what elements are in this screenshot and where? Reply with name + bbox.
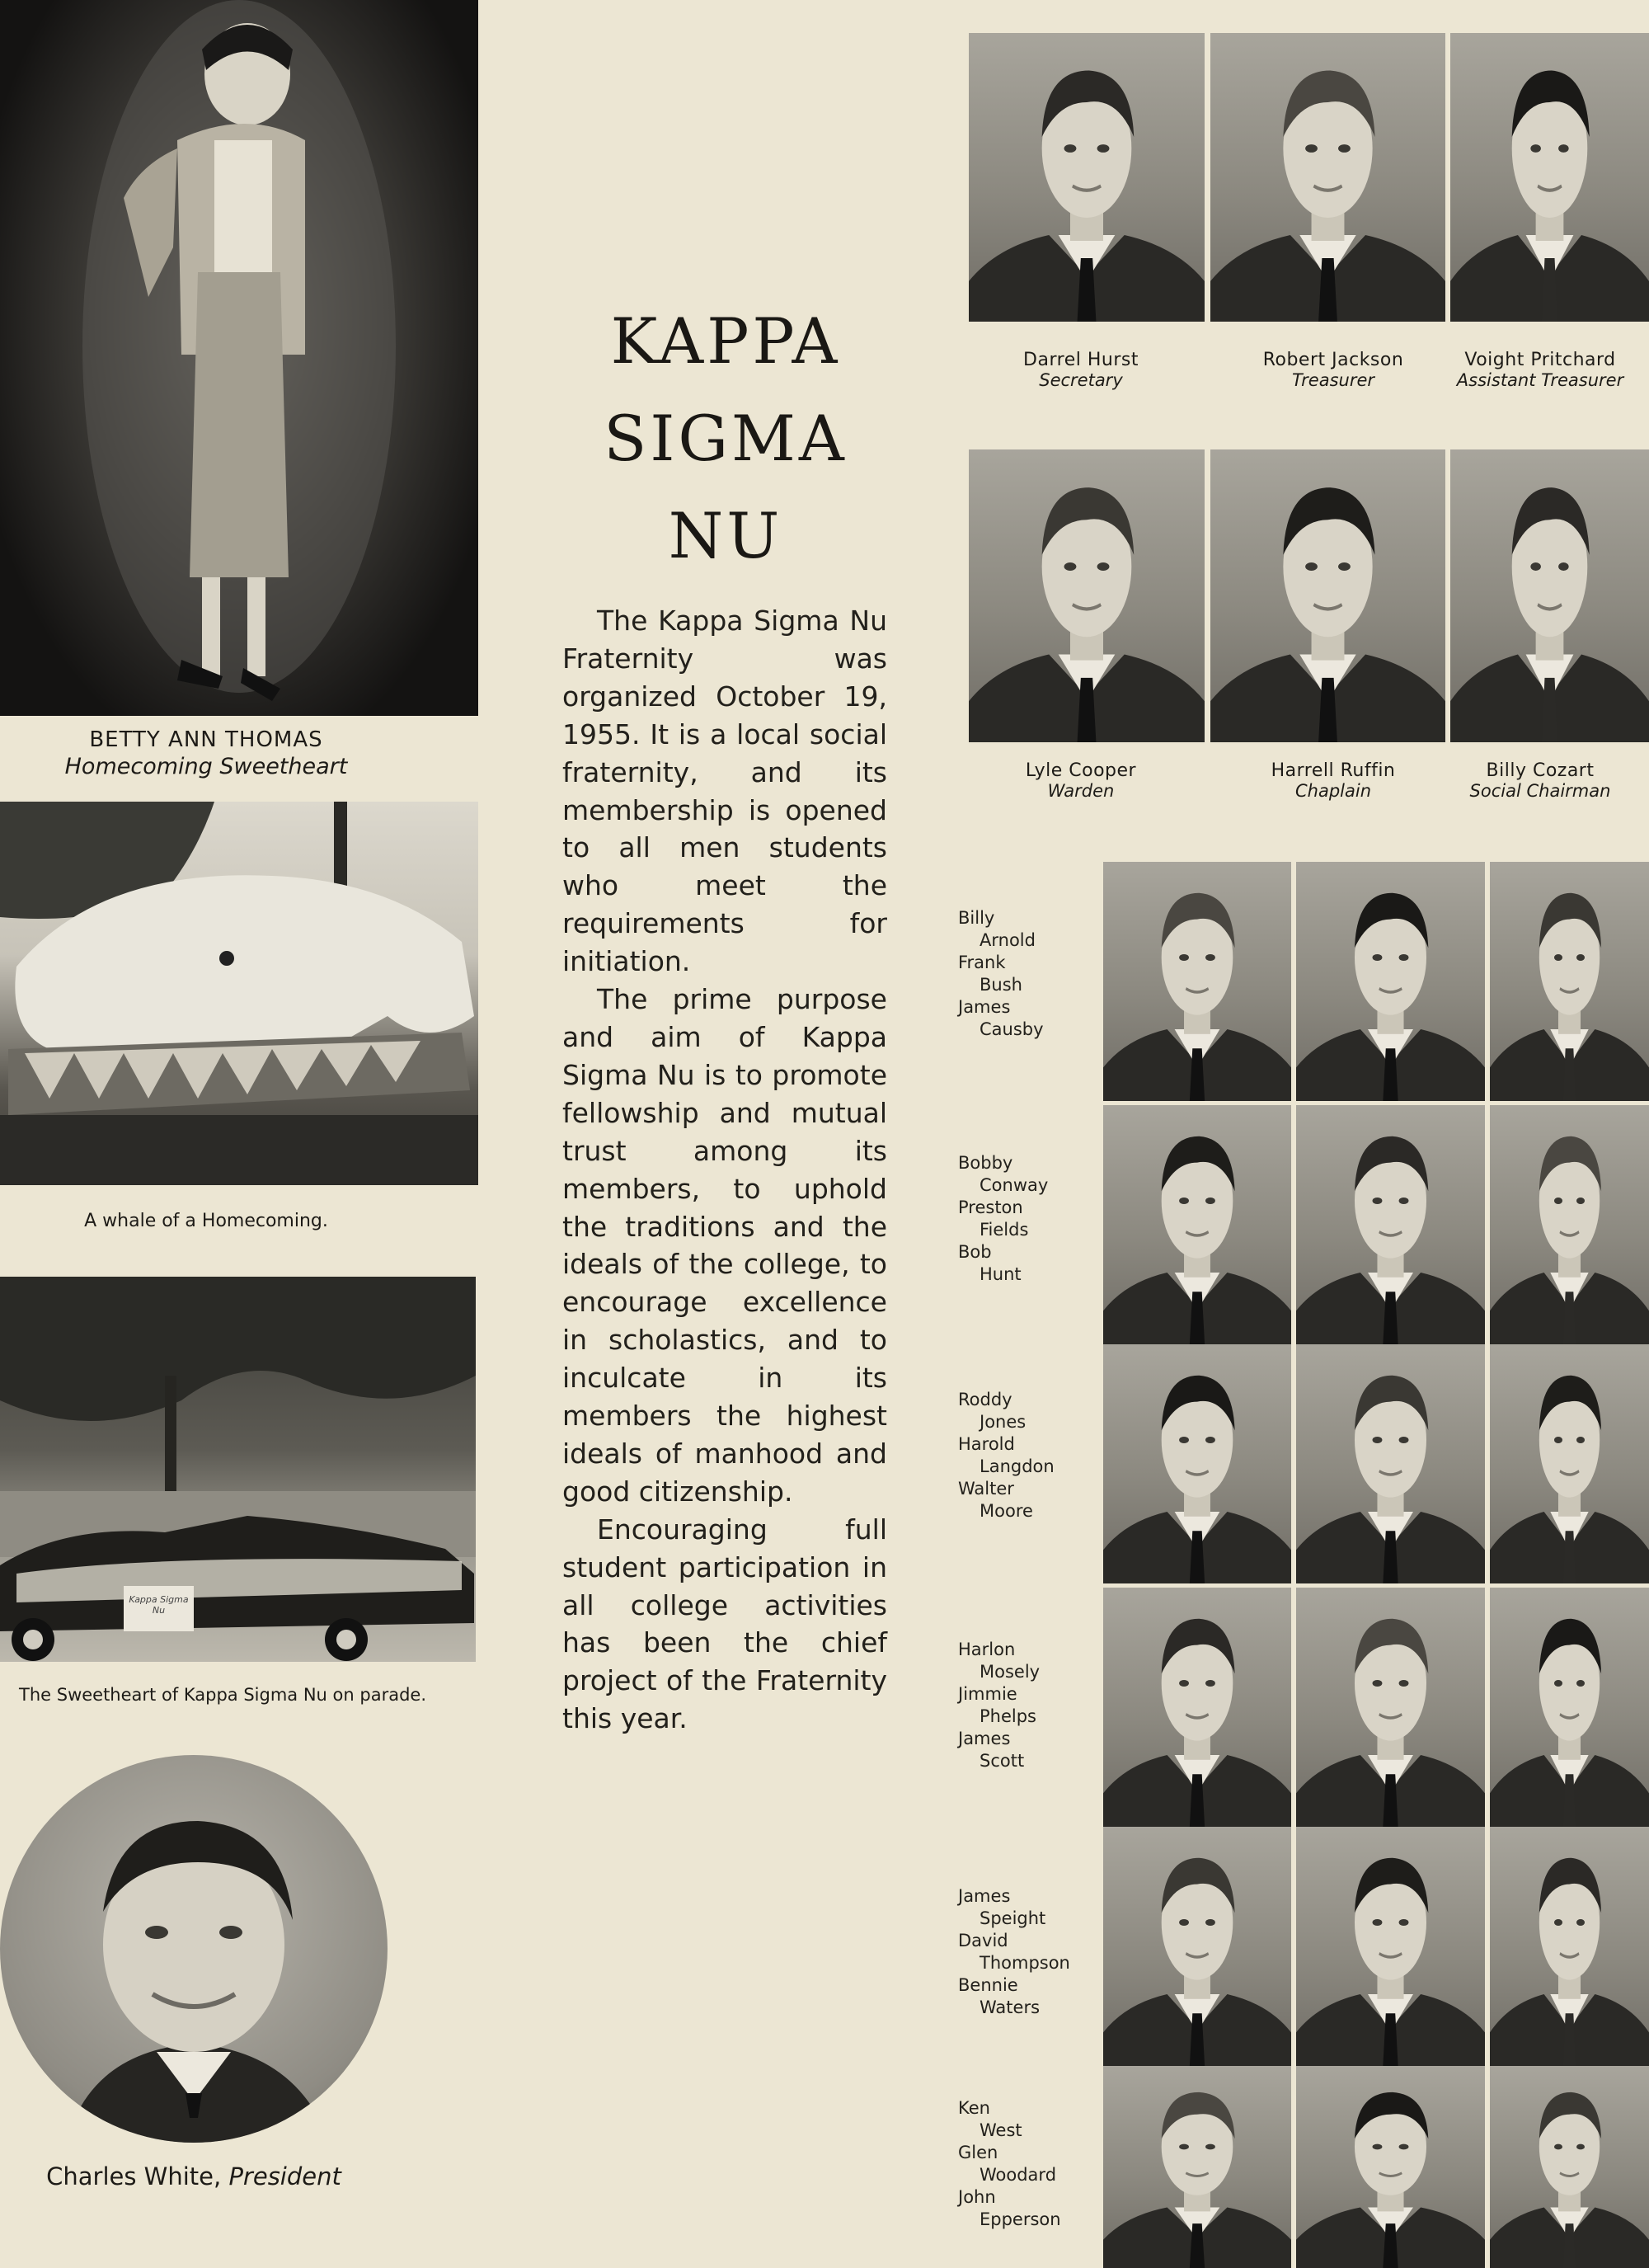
member-photo <box>1490 1827 1649 2066</box>
member-first-name: James <box>958 997 1011 1017</box>
officer-photo <box>1210 33 1445 322</box>
member-photo <box>1103 1588 1291 1827</box>
member-last-name: Epperson <box>980 2209 1061 2229</box>
member-names-list <box>958 1885 1070 2019</box>
officer-photo <box>1450 449 1649 742</box>
member-first-name: Ken <box>958 2098 990 2118</box>
member-first-name: Roddy <box>958 1390 1012 1409</box>
officer-caption <box>1218 350 1449 390</box>
member-first-name: Walter <box>958 1479 1014 1499</box>
member-photo <box>1490 1344 1649 1583</box>
member-photo <box>1490 2066 1649 2268</box>
member-last-name: Bush <box>980 975 1022 995</box>
sweetheart-photo <box>0 0 478 716</box>
member-photo <box>1296 1588 1485 1827</box>
member-first-name: James <box>958 1729 1011 1748</box>
member-last-name: Mosely <box>980 1662 1041 1682</box>
member-last-name: Arnold <box>980 930 1036 950</box>
title-line-3: NU <box>668 499 783 572</box>
president-caption <box>0 2162 388 2190</box>
member-last-name: Waters <box>980 1997 1041 2017</box>
sweetheart-title: Homecoming Sweetheart <box>64 754 348 779</box>
member-photo <box>1296 862 1485 1101</box>
float-caption: A whale of a Homecoming. <box>84 1211 328 1231</box>
officer-caption <box>1218 760 1449 801</box>
member-photo <box>1490 1588 1649 1827</box>
member-photo <box>1490 1105 1649 1344</box>
member-photo <box>1103 1105 1291 1344</box>
member-first-name: James <box>958 1886 1011 1906</box>
officer-name: Lyle Cooper <box>1025 760 1137 781</box>
officer-title: Chaplain <box>1294 781 1372 801</box>
member-first-name: Billy <box>958 908 995 928</box>
member-first-name: Glen <box>958 2143 998 2162</box>
member-photo <box>1103 862 1291 1101</box>
member-first-name: John <box>958 2187 996 2207</box>
member-photo <box>1296 1827 1485 2066</box>
paragraph-activities: Encouraging full student participation in all college activities has been the chief project of the Fraternity this year. <box>562 1513 887 1735</box>
fraternity-description <box>562 602 887 1738</box>
member-last-name: Speight <box>980 1908 1046 1928</box>
title-line-2: SIGMA <box>604 402 848 475</box>
president-title: President <box>228 2162 341 2190</box>
member-photo <box>1490 862 1649 1101</box>
member-last-name: Scott <box>980 1751 1025 1771</box>
paragraph-purpose: The prime purpose and aim of Kappa Sigma Nu is to promote fellowship and mutual trust among its members, to uphold the traditions and the ideals of the college, to encourage excellence in scholastics, and to inculcate in its members the highest ideals of manhood and good citizenship. <box>562 983 887 1508</box>
officer-name: Harrell Ruffin <box>1271 760 1396 781</box>
member-last-name: Langdon <box>980 1456 1055 1476</box>
member-photo <box>1103 1827 1291 2066</box>
member-last-name: Hunt <box>980 1264 1022 1284</box>
officer-caption <box>1425 350 1649 390</box>
paragraph-history: The Kappa Sigma Nu Fraternity was organized October 19, 1955. It is a local social fraternity, and its membership is opened to all men students who meet the requirements for initiation. <box>562 605 887 978</box>
member-first-name: Harlon <box>958 1640 1016 1659</box>
officer-caption <box>1425 760 1649 801</box>
officer-photo <box>969 33 1205 322</box>
officer-photo <box>1450 33 1649 322</box>
member-last-name: Moore <box>980 1501 1033 1521</box>
member-first-name: Bob <box>958 1242 992 1262</box>
officer-title: Social Chairman <box>1469 781 1611 801</box>
member-first-name: Harold <box>958 1434 1015 1454</box>
member-photo <box>1296 1344 1485 1583</box>
sweetheart-caption <box>0 727 412 779</box>
title-line-1: KAPPA <box>610 304 841 378</box>
member-last-name: Thompson <box>980 1953 1070 1973</box>
member-names-list <box>958 2097 1061 2231</box>
member-photo <box>1103 1344 1291 1583</box>
member-last-name: Causby <box>980 1019 1044 1039</box>
officer-title: Secretary <box>1039 370 1123 390</box>
member-first-name: Frank <box>958 953 1006 972</box>
officer-title: Treasurer <box>1291 370 1375 390</box>
parade-photo <box>0 1277 476 1662</box>
member-first-name: Bennie <box>958 1975 1018 1995</box>
float-sign: Kappa Sigma Nu <box>129 1594 189 1616</box>
member-photo <box>1296 1105 1485 1344</box>
member-last-name: Conway <box>980 1175 1049 1195</box>
member-last-name: Woodard <box>980 2165 1057 2185</box>
officer-name: Darrel Hurst <box>1023 350 1139 370</box>
officer-title: Warden <box>1047 781 1115 801</box>
member-last-name: West <box>980 2120 1022 2140</box>
officer-name: Robert Jackson <box>1262 350 1404 370</box>
member-last-name: Jones <box>980 1412 1027 1432</box>
president-photo <box>0 1755 388 2143</box>
parade-caption: The Sweetheart of Kappa Sigma Nu on parade. <box>19 1685 426 1705</box>
member-first-name: Jimmie <box>958 1684 1017 1704</box>
member-first-name: Bobby <box>958 1153 1013 1173</box>
officer-name: Voight Pritchard <box>1464 350 1616 370</box>
member-first-name: Preston <box>958 1198 1023 1217</box>
whale-float-photo <box>0 802 478 1185</box>
officer-photo <box>969 449 1205 742</box>
member-names-list <box>958 1639 1040 1772</box>
officer-caption <box>965 760 1196 801</box>
member-first-name: David <box>958 1931 1008 1950</box>
page-title <box>528 293 923 585</box>
member-names-list <box>958 1389 1055 1522</box>
member-names-list <box>958 907 1044 1041</box>
member-photo <box>1103 2066 1291 2268</box>
officer-caption <box>965 350 1196 390</box>
member-names-list <box>958 1152 1048 1286</box>
member-last-name: Phelps <box>980 1706 1036 1726</box>
president-name: Charles White, <box>46 2162 222 2190</box>
officer-photo <box>1210 449 1445 742</box>
member-photo <box>1296 2066 1485 2268</box>
officer-title: Assistant Treasurer <box>1456 370 1624 390</box>
sweetheart-name: BETTY ANN THOMAS <box>89 727 323 752</box>
member-last-name: Fields <box>980 1220 1029 1240</box>
officer-name: Billy Cozart <box>1486 760 1595 781</box>
